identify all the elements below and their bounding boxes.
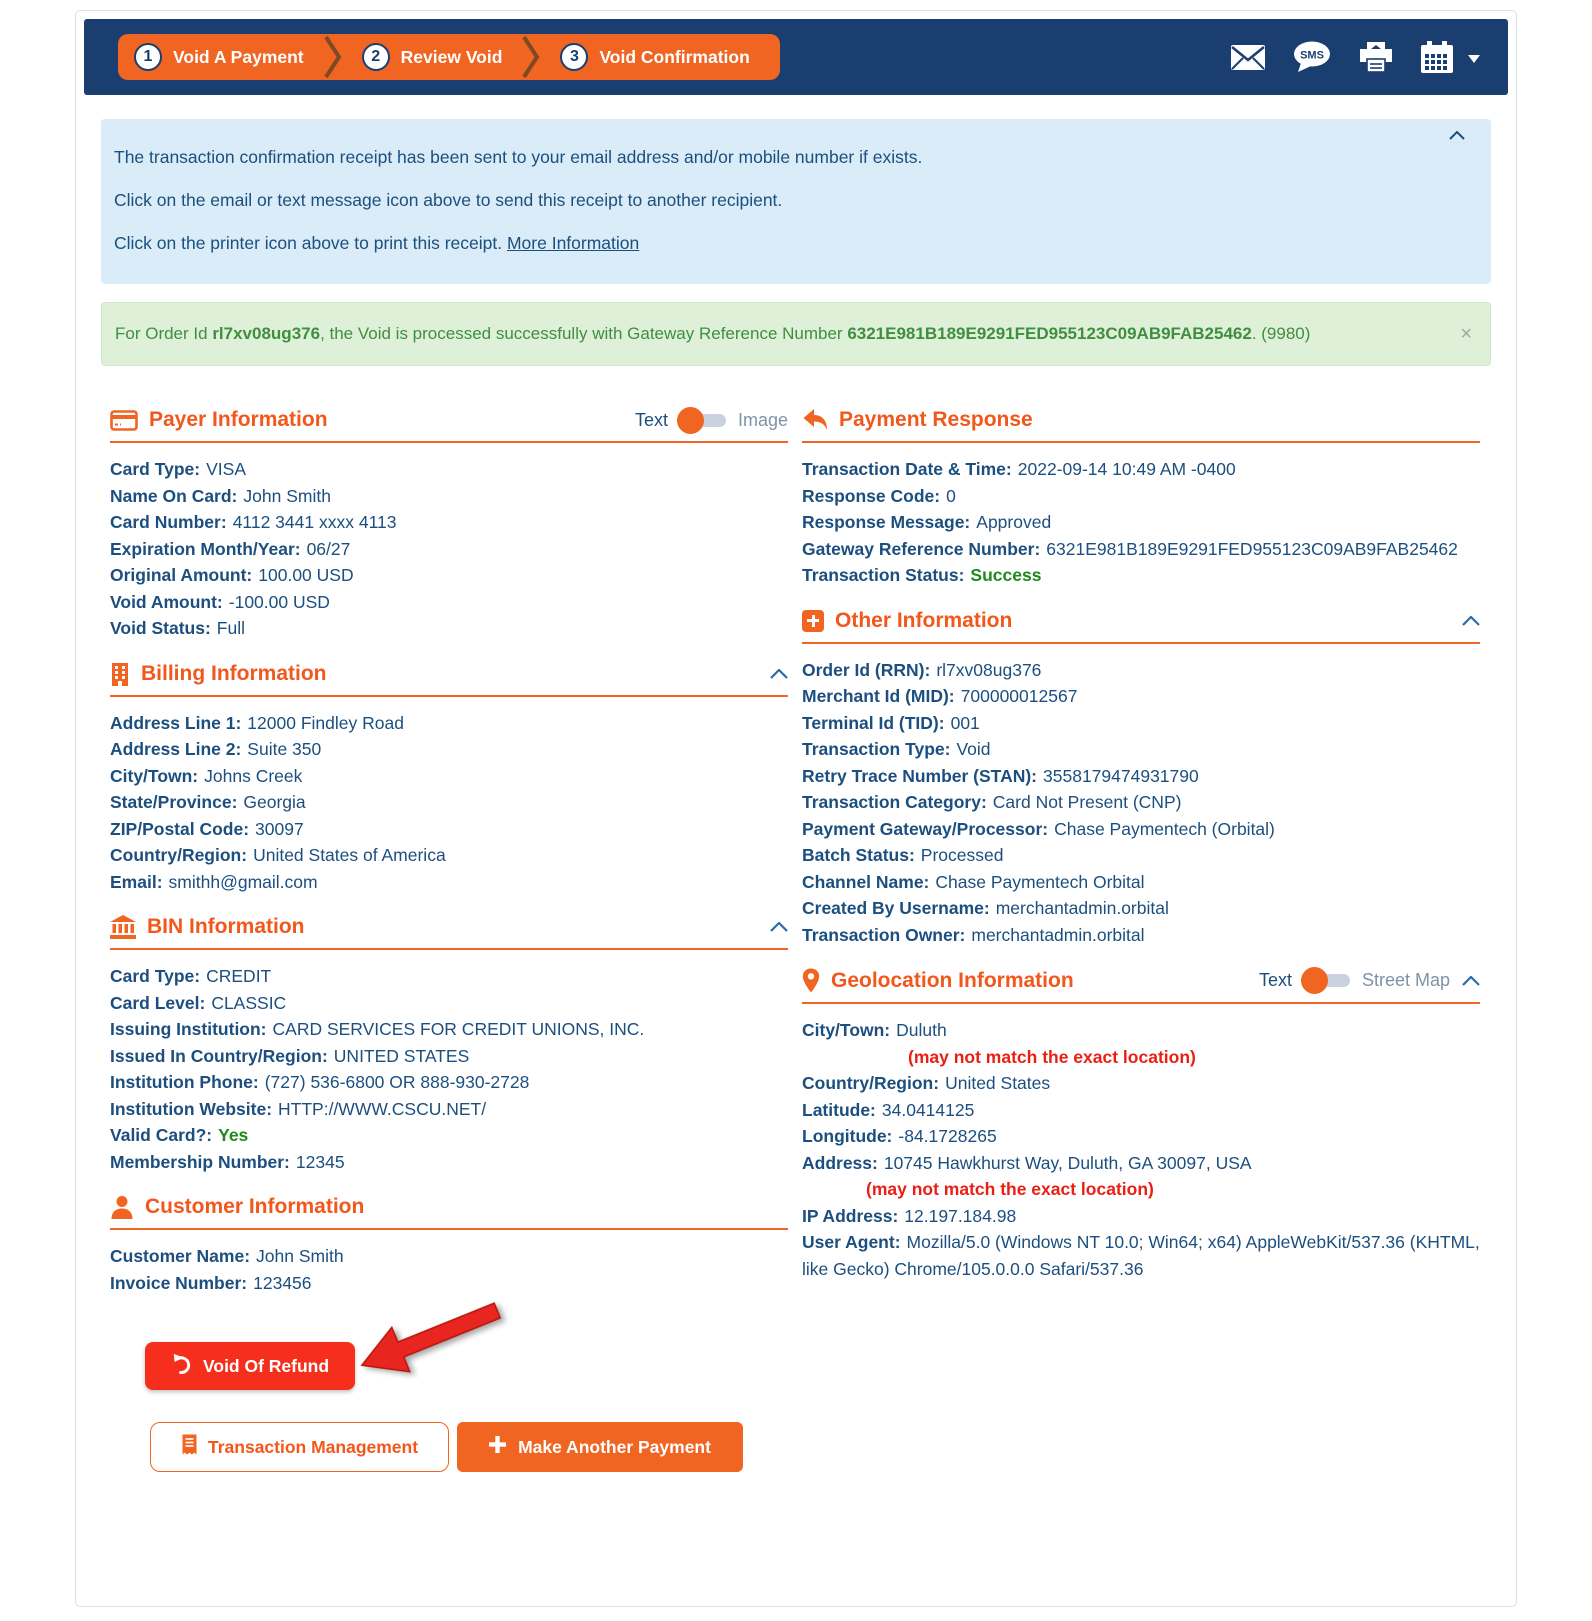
bin-information-section [110,915,788,1175]
field-label: City/Town: [802,1020,891,1040]
make-another-payment-button[interactable]: Make Another Payment [457,1422,743,1472]
field-label: Response Message: [802,512,971,532]
billing-section-header [110,662,788,697]
primary-actions [110,1330,788,1422]
payment-response-section-header [802,408,1480,443]
field-value: Full [216,618,245,638]
plus-square-icon [802,610,824,632]
field-value: CARD SERVICES FOR CREDIT UNIONS, INC. [272,1019,645,1039]
field-value: Yes [218,1125,249,1145]
toggle-label-street-map: Street Map [1361,970,1450,990]
collapse-billing-chevron-icon[interactable] [770,669,788,679]
field-value: United States of America [253,845,446,865]
field-label: Longitude: [802,1126,893,1146]
info-line-1: The transaction confirmation receipt has been sent to your email address and/or mobile number if exists. [114,147,923,167]
field-row [802,710,1480,737]
field-value: 34.0414125 [881,1099,975,1120]
field-label: State/Province: [110,792,238,812]
caret-down-icon[interactable] [1468,55,1480,69]
bank-icon [110,915,136,939]
billing-information-section [110,662,788,896]
field-label: Transaction Date & Time: [802,459,1012,479]
top-navigation-bar [84,19,1508,95]
field-row [110,456,788,483]
field-value: John Smith [256,1246,344,1266]
field-value: 2022-09-14 10:49 AM -0400 [1017,459,1236,479]
field-label: Created By Username: [802,898,990,918]
field-label: Original Amount: [110,565,253,585]
section-title: BIN Information [147,915,305,938]
field-value: Void [956,739,991,759]
field-row [110,615,788,642]
field-label: Name On Card: [110,485,238,506]
transaction-management-button[interactable]: Transaction Management [150,1422,449,1472]
field-value: rl7xv08ug376 [936,659,1042,680]
field-row [110,869,788,896]
sms-icon[interactable] [1292,41,1332,73]
payer-view-toggle-group [635,410,788,431]
other-information-section-header [802,609,1480,644]
field-row [802,1176,1480,1203]
receipt-icon [181,1434,198,1461]
field-label: Address Line 2: [110,739,242,759]
field-row [802,1203,1480,1230]
field-row [802,763,1480,790]
geolocation-information-section [802,968,1480,1282]
field-value: 123456 [253,1272,312,1293]
collapse-geolocation-chevron-icon[interactable] [1462,976,1480,986]
field-value: 3558179474931790 [1043,765,1199,786]
step-void-confirmation[interactable]: 3 Void Confirmation [560,43,749,71]
field-row [802,1017,1480,1044]
other-information-section [802,609,1480,949]
field-label: Void Amount: [110,591,223,612]
field-value: Approved [976,512,1052,532]
receipt-card [75,10,1517,1607]
field-label: Expiration Month/Year: [110,538,301,559]
step-number-badge: 3 [560,43,588,71]
geolocation-fields [802,1004,1480,1282]
field-value: CLASSIC [211,992,287,1013]
map-pin-icon [802,968,820,993]
field-value: merchantadmin.orbital [971,924,1145,945]
field-row [110,710,788,737]
field-row [110,589,788,616]
more-information-link[interactable]: More Information [506,233,640,253]
field-value: Suite 350 [247,739,322,759]
field-label: Response Code: [802,485,941,506]
field-value: 12.197.184.98 [904,1205,1017,1226]
collapse-other-chevron-icon[interactable] [1462,616,1480,626]
field-row [110,1096,788,1123]
payment-response-section [802,408,1480,589]
field-label: Payment Gateway/Processor: [802,818,1049,839]
field-row [110,990,788,1017]
receipt-action-icons [1230,41,1480,73]
field-row [110,1043,788,1070]
gateway-reference-number: 6321E981B189E9291FED955123C09AB9FAB25462 [847,324,1252,343]
building-icon [110,662,130,686]
customer-information-section [110,1195,788,1296]
field-row [802,1229,1480,1282]
email-icon[interactable] [1230,44,1266,71]
field-value: 100.00 USD [258,565,354,585]
field-label: Address: [802,1152,878,1173]
wizard-stepper [118,34,780,80]
field-label: Card Type: [110,459,201,479]
section-title: Other Information [835,608,1013,632]
payer-text-image-toggle[interactable] [680,414,726,427]
field-row [802,483,1480,510]
field-label: Terminal Id (TID): [802,712,945,733]
payer-fields [110,443,788,642]
field-label: Transaction Owner: [802,924,966,945]
collapse-bin-chevron-icon[interactable] [770,922,788,932]
field-value: United States [945,1073,1051,1093]
field-label: Email: [110,871,163,892]
field-value: -100.00 USD [228,591,330,612]
bin-fields [110,950,788,1175]
details-columns [110,408,1480,1472]
field-row [110,536,788,563]
field-value: Georgia [243,792,306,812]
field-label: Institution Website: [110,1098,273,1119]
field-label: User Agent: [802,1232,901,1252]
toggle-knob[interactable] [677,407,704,434]
secondary-actions [150,1422,788,1472]
section-title: Payer Information [149,408,328,431]
field-row [802,657,1480,684]
credit-card-icon [110,410,138,431]
step-void-a-payment[interactable]: 1 Void A Payment [134,43,304,71]
customer-section-header [110,1195,788,1230]
field-value: 0 [946,485,956,506]
field-value: 4112 3441 xxxx 4113 [232,512,397,532]
field-value: Duluth [896,1020,947,1040]
field-row [110,509,788,536]
field-label: Channel Name: [802,871,930,892]
toggle-label-text: Text [1258,970,1292,990]
toggle-label-text: Text [634,409,668,430]
close-icon[interactable]: × [1460,323,1472,345]
other-information-fields [802,644,1480,949]
field-value: HTTP://WWW.CSCU.NET/ [278,1098,487,1119]
field-value: 001 [950,712,980,733]
right-column [802,408,1480,1472]
section-title: Payment Response [839,408,1033,431]
field-value: UNITED STATES [333,1045,470,1066]
field-value: -84.1728265 [898,1126,997,1146]
field-label: Address Line 1: [110,712,242,733]
field-label: Gateway Reference Number: [802,538,1041,559]
field-row [110,1016,788,1043]
toggle-knob[interactable] [1301,967,1328,994]
geo-view-toggle-group [1259,970,1480,991]
field-row [110,1243,788,1270]
field-value: (may not match the exact location) [908,1046,1196,1067]
field-value: 06/27 [306,538,351,559]
field-label: Transaction Type: [802,739,951,759]
field-label: Membership Number: [110,1151,290,1172]
chevron-separator-icon [324,35,342,79]
field-label: City/Town: [110,765,199,786]
field-value: 10745 Hawkhurst Way, Duluth, GA 30097, USA [883,1152,1252,1173]
field-value: John Smith [243,485,331,506]
field-label: Card Type: [110,966,201,986]
field-label: Institution Phone: [110,1072,259,1092]
field-row [110,483,788,510]
info-line-3: Click on the printer icon above to print this receipt. More Information [114,233,640,253]
svg-text:SMS: SMS [1300,49,1324,62]
customer-fields [110,1230,788,1296]
person-icon [110,1195,134,1219]
chevron-separator-icon [522,35,540,79]
field-label: Transaction Status: [802,565,965,585]
field-label: Order Id (RRN): [802,659,931,680]
billing-fields [110,697,788,896]
field-value: smithh@gmail.com [168,871,318,892]
section-title: Customer Information [145,1195,365,1218]
field-row [802,509,1480,536]
reply-arrow-icon [802,408,828,432]
field-row [802,816,1480,843]
field-row [802,869,1480,896]
info-line-2: Click on the email or text message icon above to send this receipt to another recipient. [114,190,783,210]
field-row [110,763,788,790]
field-row [110,736,788,763]
field-label: Country/Region: [802,1073,940,1093]
left-column [110,408,788,1472]
field-row [110,1122,788,1149]
void-of-refund-button[interactable]: Void Of Refund [145,1342,355,1390]
field-row [110,1149,788,1176]
field-value: (may not match the exact location) [866,1179,1154,1199]
receipt-info-banner [101,119,1491,284]
step-review-void[interactable]: 2 Review Void [362,43,503,71]
field-row [802,736,1480,763]
field-row [802,562,1480,589]
bin-section-header [110,915,788,950]
field-label: Issuing Institution: [110,1019,267,1039]
field-label: ZIP/Postal Code: [110,818,250,839]
field-label: IP Address: [802,1205,899,1226]
field-label: Card Level: [110,992,206,1013]
field-label: Transaction Category: [802,792,987,812]
field-label: Retry Trace Number (STAN): [802,765,1038,786]
field-label: Batch Status: [802,845,915,865]
field-value: Card Not Present (CNP) [992,792,1182,812]
field-value: Mozilla/5.0 (Windows NT 10.0; Win64; x64) AppleWebKit/537.36 (KHTML, like Gecko) Chrome/105.0.0.0 Safari/537.36 [802,1232,1480,1279]
field-value: Johns Creek [204,765,303,786]
field-row [110,562,788,589]
field-value: 30097 [255,818,304,839]
field-row [802,456,1480,483]
field-label: Issued In Country/Region: [110,1045,328,1066]
field-value: Processed [920,845,1004,865]
order-id: rl7xv08ug376 [212,324,321,343]
field-row [802,1044,1480,1071]
field-value: 12345 [295,1151,345,1172]
step-number-badge: 2 [362,43,390,71]
field-label: Void Status: [110,618,211,638]
section-title: Billing Information [141,661,327,685]
field-value: (727) 536-6800 OR 888-930-2728 [264,1072,530,1092]
field-row [110,963,788,990]
field-value: Chase Paymentech Orbital [935,871,1145,892]
geolocation-section-header [802,968,1480,1004]
field-label: Customer Name: [110,1246,251,1266]
field-row [110,816,788,843]
field-value: Success [970,565,1042,585]
field-label: Latitude: [802,1099,876,1120]
field-row [110,1069,788,1096]
field-row [802,1097,1480,1124]
field-row [802,683,1480,710]
field-value: 12000 Findley Road [247,712,404,733]
step-number-badge: 1 [134,43,162,71]
payer-information-section [110,408,788,642]
field-label: Card Number: [110,512,227,532]
field-value: merchantadmin.orbital [995,898,1169,918]
field-value: VISA [206,459,246,479]
payer-section-header [110,408,788,443]
printer-icon[interactable] [1358,41,1394,73]
field-row [110,789,788,816]
field-row [110,842,788,869]
field-row [802,842,1480,869]
field-value: 700000012567 [960,686,1078,706]
toggle-label-image: Image [737,409,788,430]
field-value: Chase Paymentech (Orbital) [1054,818,1275,839]
field-value: CREDIT [206,966,272,986]
field-value: 6321E981B189E9291FED955123C09AB9FAB25462 [1046,538,1458,559]
field-row [110,1270,788,1297]
field-row [802,789,1480,816]
geo-text-streetmap-toggle[interactable] [1304,974,1350,987]
void-success-alert: For Order Id rl7xv08ug376, the Void is processed successfully with Gateway Reference Number 6321E981B189E9291FED955123C09AB9FAB25462. (9980) × [101,302,1491,366]
field-label: Country/Region: [110,845,248,865]
undo-icon [171,1353,193,1380]
plus-icon [489,1436,506,1458]
field-row [802,895,1480,922]
calendar-icon[interactable] [1420,41,1454,73]
field-row [802,1150,1480,1177]
field-label: Valid Card?: [110,1125,213,1145]
field-row [802,536,1480,563]
collapse-banner-chevron-icon[interactable] [1449,131,1465,140]
section-title: Geolocation Information [831,968,1074,992]
field-row [802,1070,1480,1097]
field-label: Merchant Id (MID): [802,686,955,706]
annotation-arrow [348,1280,511,1396]
field-label: Invoice Number: [110,1272,248,1293]
field-row [802,922,1480,949]
payment-response-fields [802,443,1480,589]
field-row [802,1123,1480,1150]
